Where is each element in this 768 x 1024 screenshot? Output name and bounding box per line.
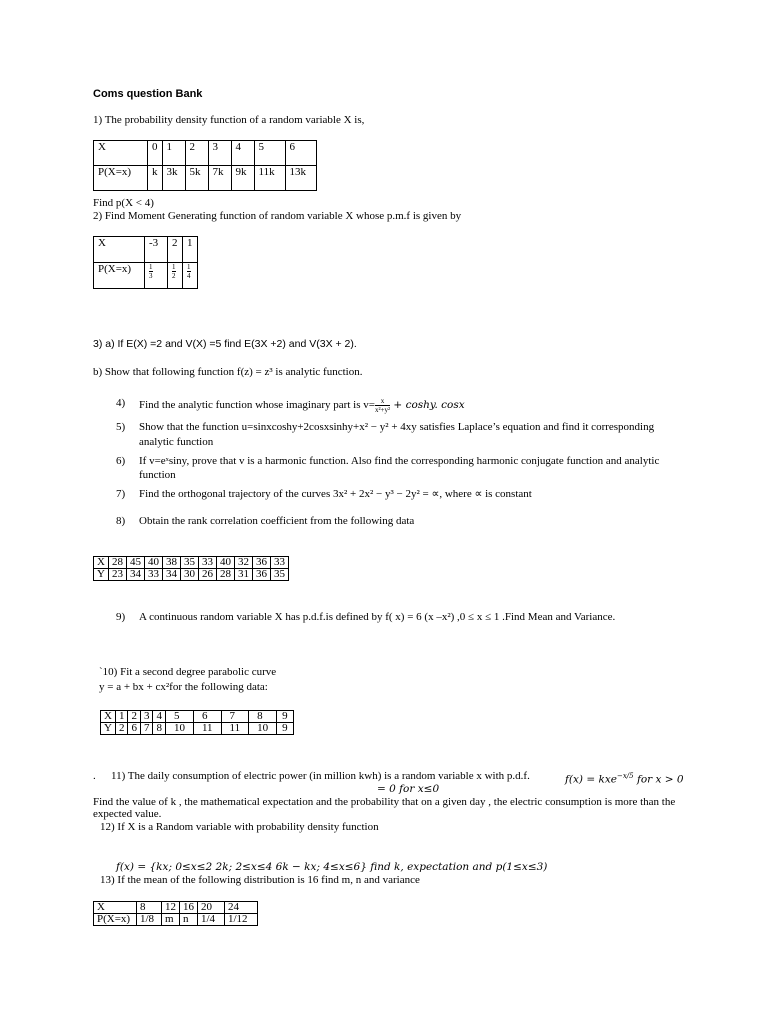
question-5-line1: Show that the function u=sinxcoshy+2cosxsinhy+x² − y² + 4xy satisfies Laplace’s equation and find it corresponding (139, 421, 655, 433)
table-cell: P(X=x) (94, 166, 148, 191)
table-cell: 7 (140, 723, 153, 735)
question-5-number: 5) (116, 421, 126, 433)
question-9-text: A continuous random variable X has p.d.f.is defined by f( x) = 6 (x –x²) ,0 ≤ x ≤ 1 .Find Mean and Variance. (139, 611, 616, 623)
table-cell: 5 (254, 141, 285, 166)
table-cell: n (180, 914, 198, 926)
table-cell: 6 (285, 141, 316, 166)
table-cell: 45 (126, 557, 144, 569)
question-6-number: 6) (116, 455, 126, 467)
question-6-line2: function (139, 469, 176, 481)
table-cell: 3 (208, 141, 231, 166)
question-7-number: 7) (116, 488, 126, 500)
table-cell: 36 (252, 569, 270, 581)
table-cell: 1 (162, 141, 185, 166)
table-cell: 28 (216, 569, 234, 581)
table-cell: 4 (153, 711, 166, 723)
table-cell: 31 (234, 569, 252, 581)
table-row (94, 166, 317, 191)
question-7-text: Find the orthogonal trajectory of the curves 3x² + 2x² − y³ − 2y² = ∝, where ∝ is constant (139, 488, 532, 500)
table-cell: 33 (198, 557, 216, 569)
table-cell: 11 (193, 723, 221, 735)
question-3b-text: b) Show that following function f(z) = z³ is analytic function. (93, 366, 363, 378)
table-cell: 35 (180, 557, 198, 569)
table-cell: 1/12 (225, 914, 258, 926)
question-11-lead: . (93, 770, 96, 782)
table-cell: P(X=x) (94, 914, 137, 926)
table-row (94, 902, 258, 914)
table-cell: 1/8 (137, 914, 162, 926)
table-cell: Y (101, 723, 116, 735)
table-cell: 33 (270, 557, 288, 569)
table-cell: 4 (231, 141, 254, 166)
table-cell: 23 (108, 569, 126, 581)
table-cell: 26 (198, 569, 216, 581)
table-cell: 24 (225, 902, 258, 914)
q1-table (93, 140, 317, 191)
table-cell: 11 (221, 723, 249, 735)
table-cell: 7k (208, 166, 231, 191)
table-cell: P(X=x) (94, 263, 145, 289)
table-cell: X (101, 711, 116, 723)
fraction: $\frac{1}{4}$ (187, 263, 191, 280)
table-cell: -3 (145, 237, 168, 263)
table-cell: 3k (162, 166, 185, 191)
question-11-formula-2: = 0 for x≤0 (377, 783, 440, 795)
table-cell: 10 (165, 723, 193, 735)
table-cell: 2 (168, 237, 183, 263)
table-cell: X (94, 557, 109, 569)
table-cell: 9k (231, 166, 254, 191)
table-cell: 9 (277, 711, 294, 723)
question-11-line1: 11) The daily consumption of electric power (in million kwh) is a random variable x with p.d.f. (111, 770, 530, 782)
table-cell: 5 (165, 711, 193, 723)
exponent: −x/5 (616, 772, 634, 780)
table-row (94, 263, 198, 289)
table-cell: X (94, 141, 148, 166)
document-title: Coms question Bank (93, 88, 203, 100)
question-10-line2: y = a + bx + cx²for the following data: (99, 681, 268, 693)
table-cell: 5k (185, 166, 208, 191)
table-cell: 35 (270, 569, 288, 581)
table-cell (168, 263, 183, 289)
table-cell: 16 (180, 902, 198, 914)
q10-table (100, 710, 294, 735)
question-10-line1: `10) Fit a second degree parabolic curve (99, 666, 277, 678)
table-cell: X (94, 237, 145, 263)
question-4-text: Find the analytic function whose imaginary part is v= $\frac{x}{\text{x²+y²}}$ + coshy. cosx (139, 397, 465, 414)
table-cell: 30 (180, 569, 198, 581)
table-cell: 20 (198, 902, 225, 914)
question-11-line3: expected value. (93, 808, 162, 820)
table-cell (145, 263, 168, 289)
table-cell: 34 (126, 569, 144, 581)
table-cell: 6 (128, 723, 141, 735)
table-row (101, 723, 294, 735)
table-cell: 10 (249, 723, 277, 735)
table-cell: 34 (162, 569, 180, 581)
table-cell: 2 (115, 723, 128, 735)
table-cell: 1 (115, 711, 128, 723)
table-cell: Y (94, 569, 109, 581)
table-cell: 33 (144, 569, 162, 581)
table-cell: 8 (249, 711, 277, 723)
question-8-number: 8) (116, 515, 126, 527)
fraction: $\frac{x}{\text{x²+y²}}$ (374, 397, 391, 414)
question-13-line1: 13) If the mean of the following distribution is 16 find m, n and variance (100, 874, 420, 886)
table-cell: 12 (162, 902, 180, 914)
table-cell: 1 (183, 237, 198, 263)
table-cell: 6 (193, 711, 221, 723)
table-cell: 8 (153, 723, 166, 735)
q8-table (93, 556, 289, 581)
table-cell: 9 (277, 723, 294, 735)
q1-find-text: Find p(X < 4) (93, 197, 154, 209)
table-cell: 40 (216, 557, 234, 569)
table-cell: 1/4 (198, 914, 225, 926)
table-cell: 11k (254, 166, 285, 191)
table-cell: 38 (162, 557, 180, 569)
question-8-text: Obtain the rank correlation coefficient from the following data (139, 515, 415, 527)
table-cell: 0 (148, 141, 163, 166)
table-cell: 28 (108, 557, 126, 569)
table-cell: 7 (221, 711, 249, 723)
table-cell: 13k (285, 166, 316, 191)
question-9-number: 9) (116, 611, 126, 623)
question-2-text: 2) Find Moment Generating function of random variable X whose p.m.f is given by (93, 210, 462, 222)
table-cell: k (148, 166, 163, 191)
table-cell: 3 (140, 711, 153, 723)
question-11-line2: Find the value of k , the mathematical expectation and the probability that on a given day , the electric consumption is more than the (93, 796, 676, 808)
table-cell: 2 (185, 141, 208, 166)
table-cell: m (162, 914, 180, 926)
fraction: $\frac{1}{3}$ (149, 263, 153, 280)
question-1-text: 1) The probability density function of a random variable X is, (93, 114, 365, 126)
table-cell: 40 (144, 557, 162, 569)
table-row (101, 711, 294, 723)
table-cell: 32 (234, 557, 252, 569)
table-cell: 2 (128, 711, 141, 723)
table-row (94, 557, 289, 569)
table-cell: 36 (252, 557, 270, 569)
table-row (94, 237, 198, 263)
table-row (94, 914, 258, 926)
question-11-formula: f(x) = kxe$^{-x/5}$ for x > 0 (565, 772, 684, 786)
question-5-line2: analytic function (139, 436, 214, 448)
table-row (94, 569, 289, 581)
table-cell (183, 263, 198, 289)
table-cell: 8 (137, 902, 162, 914)
question-12-line1: 12) If X is a Random variable with probability density function (100, 821, 379, 833)
q13-table (93, 901, 258, 926)
question-4-number: 4) (116, 397, 126, 409)
question-3a-text: 3) a) If E(X) =2 and V(X) =5 find E(3X +2) and V(3X + 2). (93, 338, 357, 350)
question-6-line1: If v=eˣsiny, prove that v is a harmonic function. Also find the corresponding harmonic conjugate function and analytic (139, 455, 660, 467)
question-12-formula: f(x) = {kx; 0≤x≤2 2k; 2≤x≤4 6k − kx; 4≤x≤6} find k, expectation and p(1≤x≤3) (116, 861, 548, 873)
fraction: $\frac{1}{2}$ (172, 263, 176, 280)
q2-table (93, 236, 198, 289)
table-cell: X (94, 902, 137, 914)
table-row (94, 141, 317, 166)
